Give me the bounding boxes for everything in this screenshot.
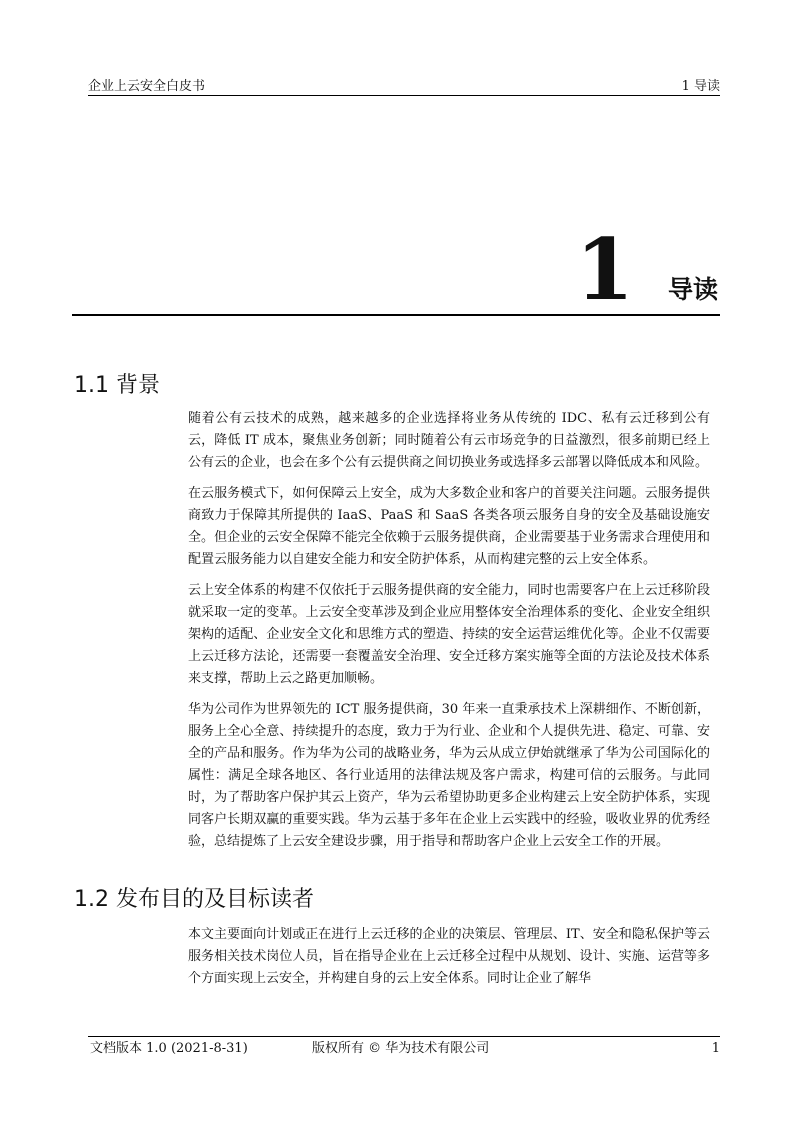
header-doc-title: 企业上云安全白皮书 xyxy=(88,79,206,94)
section-body-background xyxy=(188,408,710,862)
paragraph: 随着公有云技术的成熟，越来越多的企业选择将业务从传统的 IDC、私有云迁移到公有云，降低 IT 成本，聚焦业务创新；同时随着公有云市场竞争的日益激烈，很多前期已经上公有云的企业，也会在多个公有云提供商之间切换业务或选择多云部署以降低成本和风险。 xyxy=(188,411,710,470)
footer-version: 文档版本 1.0 (2021-8-31) xyxy=(90,1041,248,1056)
paragraph: 云上安全体系的构建不仅依托于云服务提供商的安全能力，同时也需要客户在上云迁移阶段就采取一定的变革。上云安全变革涉及到企业应用整体安全治理体系的变化、企业安全组织架构的适配、企业安全文化和思维方式的塑造、持续的安全运营运维优化等。企业不仅需要上云迁移方法论，还需要一套覆盖安全治理、安全迁移方案实施等全面的方法论及技术体系来支撑，帮助上云之路更加顺畅。 xyxy=(188,583,710,686)
chapter-number: 1 xyxy=(575,220,634,319)
chapter-rule xyxy=(72,314,720,316)
section-title-purpose: 1.2 发布目的及目标读者 xyxy=(74,887,314,912)
page-footer xyxy=(88,1040,720,1058)
chapter-title: 导读 xyxy=(667,275,718,304)
footer-rule xyxy=(88,1036,720,1037)
footer-copyright: 版权所有 © 华为技术有限公司 xyxy=(312,1041,490,1056)
page-header xyxy=(88,78,720,96)
header-rule xyxy=(88,95,720,96)
paragraph: 华为公司作为世界领先的 ICT 服务提供商，30 年来一直秉承技术上深耕细作、不断创新，服务上全心全意、持续提升的态度，致力于为行业、企业和个人提供先进、稳定、可靠、安全的产品和服务。作为华为公司的战略业务，华为云从成立伊始就继承了华为公司国际化的属性：满足全球各地区、各行业适用的法律法规及客户需求，构建可信的云服务。与此同时，为了帮助客户保护其云上资产，华为云希望协助更多企业构建云上安全防护体系，实现同客户长期双赢的重要实践。华为云基于多年在企业上云实践中的经验，吸收业界的优秀经验，总结提炼了上云安全建设步骤，用于指导和帮助客户企业上云安全工作的开展。 xyxy=(188,702,710,849)
paragraph: 本文主要面向计划或正在进行上云迁移的企业的决策层、管理层、IT、安全和隐私保护等云服务相关技术岗位人员，旨在指导企业在上云迁移全过程中从规划、设计、实施、运营等多个方面实现上云安全，并构建自身的云上安全体系。同时让企业了解华 xyxy=(188,927,710,986)
footer-page-number: 1 xyxy=(711,1041,720,1056)
section-body-purpose xyxy=(188,924,710,999)
section-title-background: 1.1 背景 xyxy=(74,373,160,398)
paragraph: 在云服务模式下，如何保障云上安全，成为大多数企业和客户的首要关注问题。云服务提供商致力于保障其所提供的 IaaS、PaaS 和 SaaS 各类各项云服务自身的安全及基础设施安全。但企业的云安全保障不能完全依赖于云服务提供商，企业需要基于业务需求合理使用和配置云服务能力以自建安全能力和安全防护体系，从而构建完整的云上安全体系。 xyxy=(188,486,710,567)
chapter-heading xyxy=(72,220,720,319)
header-chapter-ref: 1 导读 xyxy=(681,79,720,94)
